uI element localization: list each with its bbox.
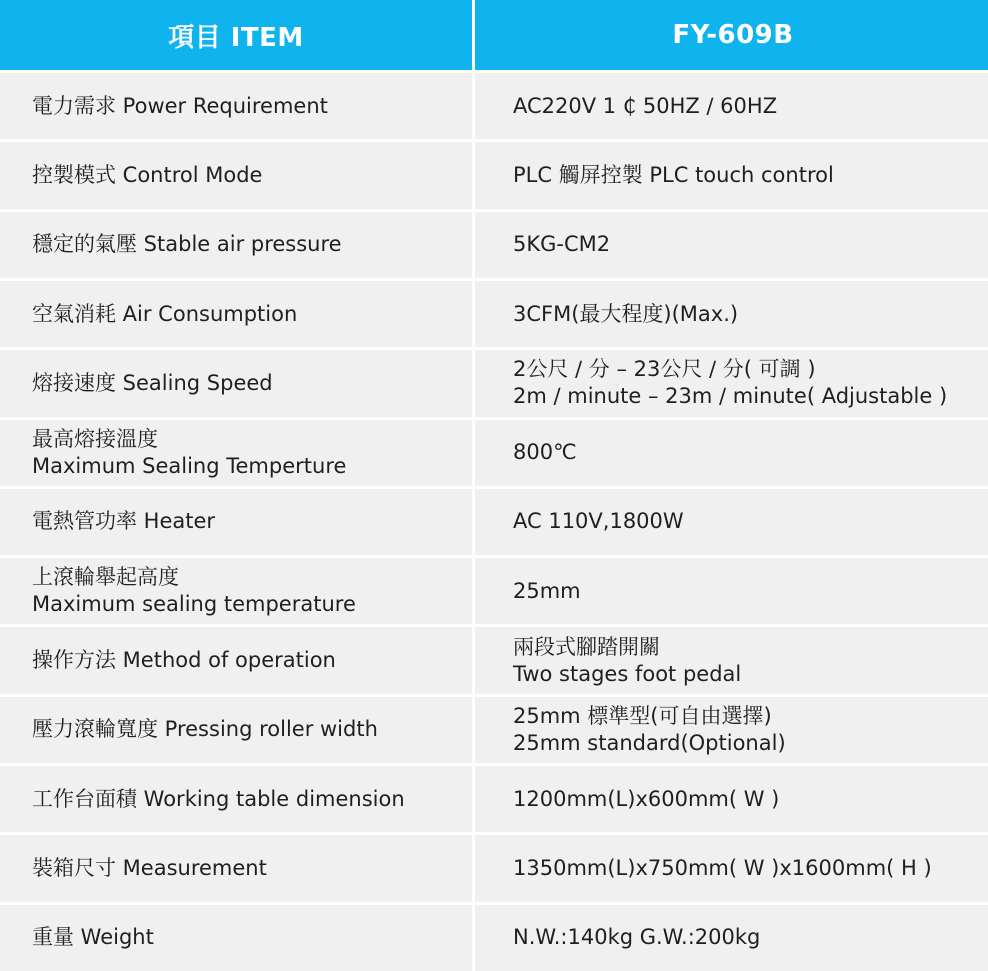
spec-item-cell [0, 835, 472, 901]
spec-item-cell [0, 627, 472, 693]
spec-item-cell [0, 212, 472, 278]
spec-item-label: 壓力滾輪寬度 Pressing roller width [32, 717, 378, 742]
spec-value-cell [475, 350, 988, 416]
header-model-label: FY-609B [672, 20, 794, 50]
spec-value-cell [475, 420, 988, 486]
spec-item-label: 熔接速度 Sealing Speed [32, 370, 273, 395]
spec-value-text: 25mm standard(Optional) [513, 730, 786, 755]
spec-value-text: PLC 觸屏控製 PLC touch control [513, 162, 834, 187]
spec-value-cell [475, 835, 988, 901]
spec-value-text: 1200mm(L)x600mm( W ) [513, 786, 780, 811]
spec-item-label: 裝箱尺寸 Measurement [32, 856, 267, 881]
spec-item-cell [0, 420, 472, 486]
spec-item-cell [0, 281, 472, 347]
spec-value-text: 3CFM(最大程度)(Max.) [513, 301, 739, 326]
spec-item-label: 空氣消耗 Air Consumption [32, 301, 298, 326]
spec-value-cell [475, 142, 988, 208]
spec-value-cell [475, 281, 988, 347]
spec-item-cell [0, 73, 472, 139]
spec-item-cell [0, 142, 472, 208]
spec-value-cell [475, 905, 988, 971]
spec-item-label: 控製模式 Control Mode [32, 162, 263, 187]
spec-item-label: 重量 Weight [32, 925, 154, 950]
spec-value-text: AC220V 1 ₵ 50HZ ∕ 60HZ [513, 93, 778, 118]
spec-value-cell [475, 212, 988, 278]
spec-value-text: Two stages foot pedal [513, 661, 742, 686]
spec-value-cell [475, 627, 988, 693]
spec-value-cell [475, 489, 988, 555]
spec-value-text: N.W.:140kg G.W.:200kg [513, 925, 761, 950]
header-item-cell [0, 0, 472, 70]
spec-item-label: 穩定的氣壓 Stable air pressure [32, 232, 342, 257]
spec-item-label: 工作台面積 Working table dimension [32, 786, 405, 811]
spec-item-label: 上滾輪舉起高度 [32, 565, 179, 590]
spec-item-label: Maximum sealing temperature [32, 592, 356, 617]
spec-item-label: 最高熔接溫度 [32, 426, 158, 451]
spec-item-label: 電熱管功率 Heater [32, 509, 216, 534]
spec-item-cell [0, 766, 472, 832]
spec-value-text: 25mm [513, 578, 581, 603]
spec-value-text: 25mm 標準型(可自由選擇) [513, 703, 772, 728]
spec-item-cell [0, 489, 472, 555]
spec-item-label: Maximum Sealing Temperture [32, 453, 347, 478]
spec-item-cell [0, 558, 472, 624]
spec-value-text: 兩段式腳踏開關 [513, 634, 660, 659]
spec-value-cell [475, 558, 988, 624]
spec-value-text: 5KG-CM2 [513, 232, 611, 257]
spec-item-cell [0, 350, 472, 416]
spec-item-label: 電力需求 Power Requirement [32, 93, 328, 118]
spec-value-cell [475, 766, 988, 832]
spec-value-text: 2m ∕ minute – 23m ∕ minute( Adjustable ) [513, 384, 948, 409]
spec-value-cell [475, 697, 988, 763]
spec-item-cell [0, 905, 472, 971]
spec-value-cell [475, 73, 988, 139]
spec-item-cell [0, 697, 472, 763]
spec-value-text: 800℃ [513, 440, 577, 465]
spec-value-text: AC 110V,1800W [513, 509, 684, 534]
spec-value-text: 1350mm(L)x750mm( W )x1600mm( H ) [513, 856, 932, 881]
spec-value-text: 2公尺 ∕ 分 – 23公尺 ∕ 分( 可調 ) [513, 357, 816, 382]
header-model-cell [475, 0, 988, 70]
header-item-label: 項目 ITEM [168, 22, 304, 53]
spec-item-label: 操作方法 Method of operation [32, 648, 336, 673]
